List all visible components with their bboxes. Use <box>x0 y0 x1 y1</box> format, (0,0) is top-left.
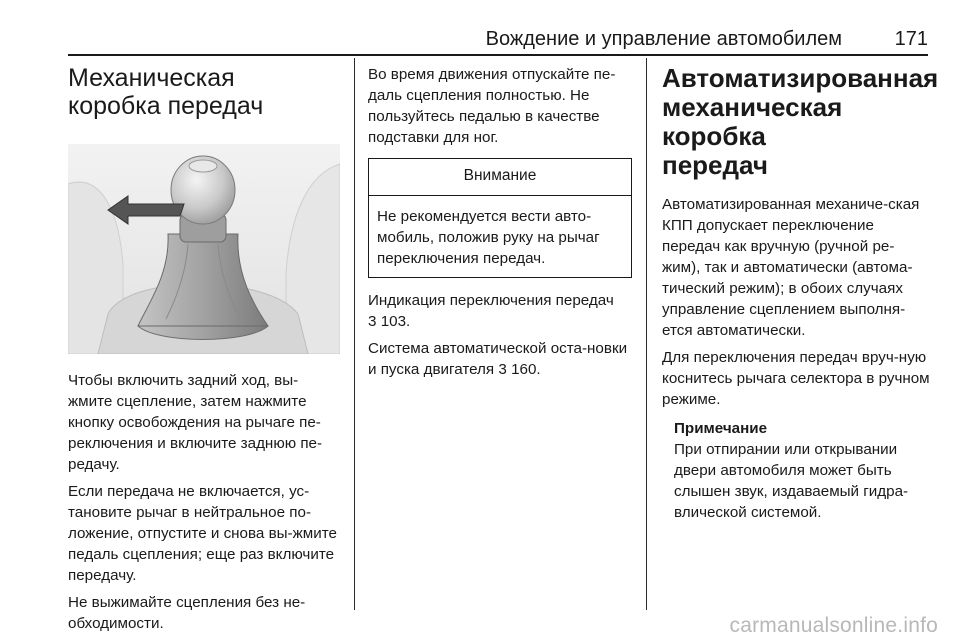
cross-reference <box>368 338 632 380</box>
reference-arrow-icon: 3 <box>368 313 377 330</box>
warning-title: Внимание <box>369 159 631 196</box>
reference-page[interactable]: 103. <box>380 313 411 330</box>
warning-box <box>368 158 632 278</box>
title-line: Механическая <box>68 64 235 92</box>
column-divider-2 <box>646 58 647 610</box>
reference-text: Система автоматической оста-новки и пуска двигателя <box>368 340 628 378</box>
paragraph: Для переключения передач вруч-ную коснитесь рычага селектора в ручном режиме. <box>662 349 930 408</box>
gear-shift-illustration <box>68 144 340 354</box>
reference-arrow-icon: 3 <box>498 361 507 378</box>
header-rule <box>68 54 928 56</box>
header-title: Вождение и управление автомобилем <box>485 28 842 50</box>
paragraph: Если передача не включается, ус-тановите рычаг в нейтральное по-ложение, отпустите и снова вы-жмите педаль сцепления; еще раз включите передачу. <box>68 483 337 584</box>
paragraph: Автоматизированная механиче-ская КПП допускает переключение передач как вручную (ручной ре-жим), так и автоматически (автома-тический режим); в обоих случаях управление сцеплением выполня-ется автоматически. <box>662 196 920 339</box>
page-header <box>68 22 928 56</box>
right-column <box>662 58 939 529</box>
left-column <box>68 58 340 640</box>
title-line: передач <box>662 150 768 180</box>
warning-text: Не рекомендуется вести авто-мобиль, положив руку на рычаг переключения передач. <box>377 208 600 267</box>
page-number: 171 <box>894 28 928 50</box>
note-block <box>662 418 930 523</box>
title-line: механическая коробка <box>662 92 843 151</box>
reference-page[interactable]: 160. <box>511 361 541 378</box>
paragraph: Во время движения отпускайте пе-даль сцепления полностью. Не пользуйтесь педалью в качестве подставки для ног. <box>368 66 616 146</box>
note-text: При отпирании или открывании двери автомобиля может быть слышен звук, издаваемый гидра-влической системой. <box>674 441 909 521</box>
watermark: carmanualsonline.info <box>729 614 938 637</box>
paragraph: Не выжимайте сцепления без не-обходимости. <box>68 594 306 632</box>
column-divider-1 <box>354 58 355 610</box>
middle-column <box>368 64 632 386</box>
title-line: Автоматизированная <box>662 63 939 93</box>
title-line: коробка передач <box>68 92 264 120</box>
section-title-automated-gearbox <box>662 63 939 180</box>
paragraph: Чтобы включить задний ход, вы-жмите сцепление, затем нажмите кнопку освобождения на рычаге пе-реключения и включите заднюю пе-редачу. <box>68 372 323 473</box>
section-title-manual-gearbox <box>68 64 340 120</box>
reference-text: Индикация переключения передач <box>368 292 614 309</box>
cross-reference <box>368 290 632 332</box>
note-label: Примечание <box>674 420 768 437</box>
